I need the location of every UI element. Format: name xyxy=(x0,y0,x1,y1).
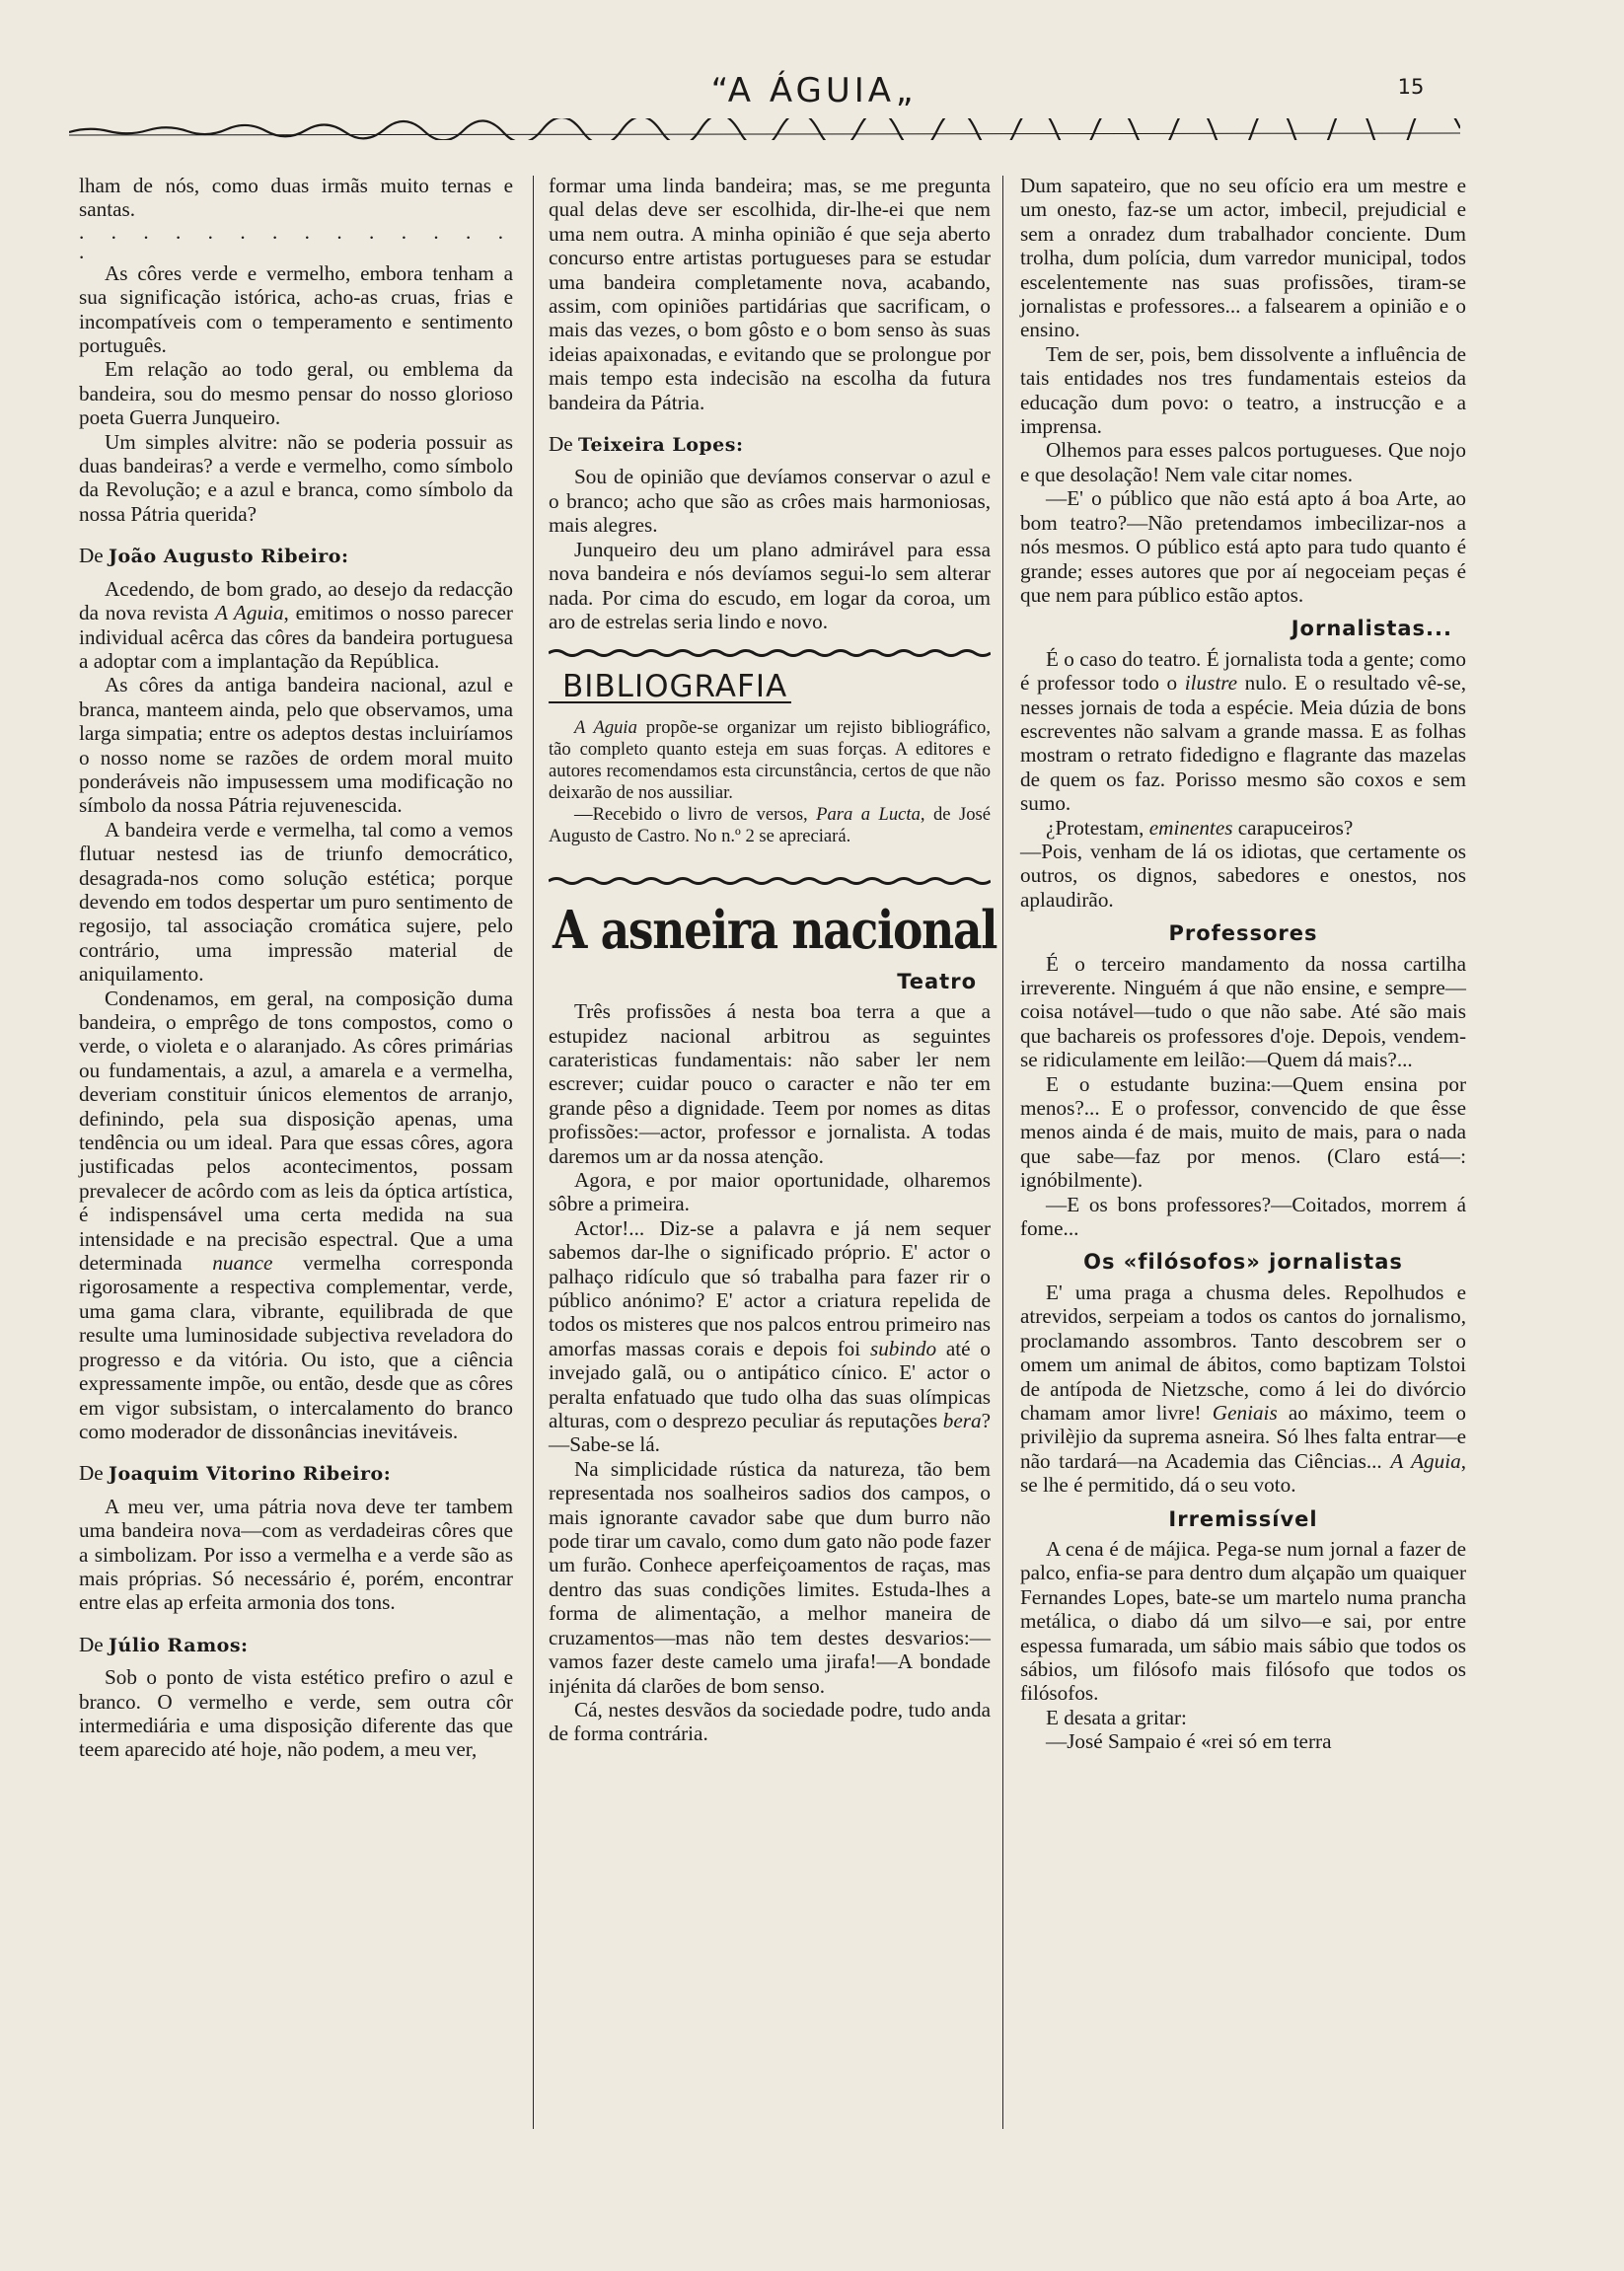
italic-run: bera xyxy=(942,1409,982,1433)
paragraph: Sou de opinião que devíamos conservar o azul e o branco; acho que são as crôes mais harmoniosas, mais alegres. xyxy=(549,465,991,538)
paragraph xyxy=(1020,816,1466,840)
contributor-heading xyxy=(79,1633,513,1657)
paragraph: —Pois, venham de lá os idiotas, que certamente os outros, os dignos, sabedores e onestos, nos aplaudirão. xyxy=(1020,839,1466,912)
contributor-heading xyxy=(79,544,513,568)
text-run: É o caso do teatro. É jornalista toda a gente; como é professor todo o xyxy=(1020,646,1466,696)
italic-run: A Aguia xyxy=(1390,1448,1461,1473)
paragraph: As côres verde e vermelho, embora tenham a sua significação istórica, acho-as cruas, frias e incompatíveis com o temperamento e sentimento português. xyxy=(79,260,513,358)
column-right xyxy=(1020,174,1466,1754)
contributor-heading xyxy=(79,1461,513,1486)
text-run: propõe-se organizar um rejisto bibliográfico, tão completo quanto esteja em suas forças. A editores e autores recomendamos esta circunstância, certos de que não deixarão de nos aussiliar. xyxy=(549,716,991,803)
text-run: até o invejado galã, ou o antipático cínico. E' actor o peralta enfatuado que tudo olha das suas olímpicas alturas, com o desprezo peculiar ás reputações xyxy=(549,1336,991,1433)
italic-run: ilustre xyxy=(1184,671,1238,696)
paragraph: Cá, nestes desvãos da sociedade podre, tudo anda de forma contrária. xyxy=(549,1697,991,1746)
italic-run: nuance xyxy=(212,1251,273,1276)
text-run: Actor!... Diz-se a palavra e já nem sequer sabemos dar-lhe o significado próprio. E' actor o palhaço ridículo que só trabalha para fazer rir o público anónimo? E' actor a criatura repelida de todos os misteres que nos palcos entrou primeiro nas amorfas massas corais e depois foi xyxy=(549,1215,991,1360)
ellipsis-row: . . . . . . . . . . . . . . . xyxy=(79,219,513,263)
paragraph: É o terceiro mandamento da nossa cartilha irreverente. Ninguém á que não ensine, e sempre—coisa notável—tudo o que não sabe. Até são mais que bachareis os professores d'oje. Depois, vendem-se ridiculamente em leilão:—Quem dá mais?... xyxy=(1020,951,1466,1072)
contributor-prefix: De xyxy=(549,432,579,457)
paragraph xyxy=(79,987,513,1444)
contributor-heading xyxy=(549,432,991,457)
text-run: carapuceiros? xyxy=(1232,815,1354,840)
paragraph: A bandeira verde e vermelha, tal como a vemos flutuar nestesd ias de triunfo democrático, desagrada-nos como solução estética; porque devendo em todos despertar um puro sentimento de regosijo, tal associação cromática sujere, pelo contrário, uma impressão material de aniquilamento. xyxy=(79,817,513,987)
paragraph: Junqueiro deu um plano admirável para essa nova bandeira e nós devíamos segui-lo sem alterar nada. Por cima do escudo, em logar da coroa, um aro de estrelas seria lindo e novo. xyxy=(549,537,991,633)
italic-run: A Aguia xyxy=(214,601,284,625)
paragraph: Na simplicidade rústica da natureza, tão bem representada nos soalheiros sadios dos campos, o mais ignorante cavador sabe que dum burro não pode tirar um cavalo, como dum gato não pode fazer um furão. Conhece aperfeiçoamentos de raças, mas dentro das suas condições limites. Estuda-lhes a forma de alimentação, a melhor maneira de cruzamentos—mas não tem destes desvarios:—vamos fazer deste camelo uma jirafa!—A bondade injénita dá clarões de bom senso. xyxy=(549,1456,991,1698)
section-heading: Os «filósofos» jornalistas xyxy=(1083,1250,1403,1275)
contributor-name: Júlio Ramos: xyxy=(109,1634,249,1656)
column-left xyxy=(79,174,513,1762)
paragraph: Dum sapateiro, que no seu ofício era um mestre e um onesto, faz-se um actor, imbecil, prejudicial e sem a onradez dum trabalhador conciente. Dum trolha, dum polícia, dum varredor municipal, todos escelentemente nas suas profissões, tiram-se jornalistas e professores... a falsearem a opinião e o ensino. xyxy=(1020,174,1466,342)
column-divider xyxy=(1002,176,1003,2129)
text-run: Acedendo, de bom grado, ao desejo da redacção da nova revista xyxy=(79,576,513,625)
text-run: —Recebido o livro de versos, xyxy=(574,803,817,825)
paragraph: formar uma linda bandeira; mas, se me pregunta qual delas deve ser escolhida, dir-lhe-ei que nem uma nem outra. A minha opinião é que seja aberto concurso entre artistas portugueses para se estudar uma bandeira completamente nova, acabando, assim, com opiniões partidárias que sacrificam, o mais das vezes, o bom gôsto e o bom senso às suas ideias apaixonadas, e evitando que se prolongue por mais tempo esta indecisão na escolha da futura bandeira da Pátria. xyxy=(549,174,991,414)
text-run: Condenamos, em geral, na composição duma bandeira, o emprêgo de tons compostos, como o verde, o violeta e o alaranjado. As côres primárias ou fundamentais, a azul, a amarela e a vermelha, deveriam constituir únicos elementos de arranjo, definindo, pela sua disposição apenas, uma tendência ou um ideal. Para que essas côres, agora justificadas pelos acontecimentos, possam prevalecer de acôrdo com as leis da óptica artística, é indispensável uma certa medida na sua intensidade e na precisão espectral. Que a uma determinada xyxy=(79,986,513,1276)
paragraph: —E os bons professores?—Coitados, morrem á fome... xyxy=(1020,1192,1466,1241)
section-heading: Teatro xyxy=(897,969,977,993)
paragraph: Agora, e por maior oportunidade, olharemos sôbre a primeira. xyxy=(549,1167,991,1216)
italic-run: A Aguia xyxy=(574,716,637,738)
page-number: 15 xyxy=(1397,75,1425,99)
section-heading: Jornalistas... xyxy=(1291,617,1452,641)
text-run: ao máximo, teem o privilèjio da suprema asneira. Só lhes falta entrar—e não tardará—na Academia das Ciências... xyxy=(1020,1400,1466,1473)
italic-run: Geniais xyxy=(1212,1400,1278,1425)
italic-run: eminentes xyxy=(1148,815,1233,840)
paragraph xyxy=(549,804,991,847)
text-run: , de José Augusto de Castro. No n.º 2 se apreciará. xyxy=(549,803,991,846)
paragraph: Três profissões á nesta boa terra a que a estupidez nacional arbitrou as seguintes carateristicas fundamentais: não saber ler nem escrever; cuidar pouco o caracter e não ter em grande pêso a dignidade. Teem por nomes as ditas profissões:—actor, professor e jornalista. A todas daremos um ar da nossa atenção. xyxy=(549,999,991,1168)
italic-run: subindo xyxy=(869,1336,937,1360)
text-run: nulo. E o resultado vê-se, nesses jornais de toda a espécie. Meia dúzia de bons escreventes não salvam a grande massa. E as folhas mostram o retrato fidedigno e flagrante das mazelas de quem os faz. Porisso mesmo são coxos e sem sumo. xyxy=(1020,671,1466,816)
text-run: vermelha corresponda rigorosamente a respectiva complementar, verde, uma gama clara, vibrante, equilibrada de que resulte uma luminosidade subjectiva reveladora do progresso e da vitória. Ou isto, que a ciência expressamente impõe, ou então, desde que as côres em vigor subsistam, o intercalamento do branco como moderador de dissonâncias inevitáveis. xyxy=(79,1251,513,1443)
bibliography-heading: BIBLIOGRAFIA xyxy=(549,675,791,702)
paragraph: Em relação ao todo geral, ou emblema da bandeira, sou do mesmo pensar do nosso glorioso poeta Guerra Junqueiro. xyxy=(79,357,513,430)
paragraph: —José Sampaio é «rei só em terra xyxy=(1046,1729,1332,1754)
paragraph: Sob o ponto de vista estético prefiro o azul e branco. O vermelho e verde, sem outra côr intermediária e uma disposição diferente das que teem aparecido até hoje, não podem, a meu ver, xyxy=(79,1665,513,1762)
paragraph: Tem de ser, pois, bem dissolvente a influência de tais entidades nos tres fundamentais esteios da educação dum povo: o teatro, a instrucção e a imprensa. xyxy=(1020,341,1466,439)
header-wavy-rule xyxy=(69,118,1460,140)
paragraph: E o estudante buzina:—Quem ensina por menos?... E o professor, convencido de que êsse menos ainda é de mais, muito de mais, para o nada que sabe—faz por menos. (Claro está—: ignóbilmente). xyxy=(1020,1071,1466,1193)
paragraph: —E' o público que não está apto á boa Arte, ao bom teatro?—Não pretendamos imbecilizar-nos a nós mesmos. O público está apto para tudo quanto é grande; esses autores que por aí negoceiam peças é que nem para público estão aptos. xyxy=(1020,486,1466,607)
text-run: ?—Sabe-se lá. xyxy=(549,1409,991,1457)
paragraph xyxy=(1020,1281,1466,1498)
column-divider xyxy=(533,176,534,2129)
contributor-name: João Augusto Ribeiro: xyxy=(109,546,349,568)
column-middle xyxy=(549,174,997,1746)
paragraph xyxy=(1020,647,1466,816)
paragraph: lham de nós, como duas irmãs muito ternas e santas. xyxy=(79,174,513,222)
paragraph: E desata a gritar: xyxy=(1046,1705,1187,1729)
contributor-prefix: De xyxy=(79,1632,110,1656)
section-wavy-rule xyxy=(549,873,991,887)
article-title: A asneira nacional xyxy=(553,899,997,961)
paragraph xyxy=(549,717,991,804)
contributor-name: Joaquim Vitorino Ribeiro: xyxy=(109,1463,392,1486)
italic-run: Para a Lucta xyxy=(816,803,921,825)
contributor-prefix: De xyxy=(79,1461,110,1486)
paragraph xyxy=(79,577,513,674)
text-run: , emitimos o nosso parecer individual acêrca das côres da bandeira portuguesa a adoptar com a implantação da República. xyxy=(79,601,513,673)
paragraph: A meu ver, uma pátria nova deve ter tambem uma bandeira nova—com as verdadeiras côres que a simbolizam. Por isso a vermelha e a verde são as mais próprias. Só necessário é, porém, encontrar entre elas ap erfeita armonia dos tons. xyxy=(79,1494,513,1615)
text-run: ¿Protestam, xyxy=(1046,815,1149,840)
text-run: , se lhe é permitido, dá o seu voto. xyxy=(1020,1448,1466,1498)
paragraph: A cena é de májica. Pega-se num jornal a fazer de palco, enfia-se para dentro dum alçapão um quaiquer Fernandes Lopes, bate-se um martelo numa prancha metálica, o diabo dá um silvo—e sai, por entre espessa fumarada, um sábio mais sábio que todos os sábios, um filósofo mais filósofo que todos os filósofos. xyxy=(1020,1536,1466,1706)
paragraph: Olhemos para esses palcos portugueses. Que nojo e que desolação! Nem vale citar nomes. xyxy=(1020,438,1466,486)
paragraph xyxy=(549,1216,991,1457)
paragraph: As côres da antiga bandeira nacional, azul e branca, manteem ainda, pelo que observamos, uma larga simpatia; entre os adeptos destas incluiríamos o nosso nome se razões de ordem moral muito ponderáveis não impusessem uma modificação no símbolo da nossa Pátria rejuvenescida. xyxy=(79,673,513,818)
section-wavy-rule xyxy=(549,645,991,659)
contributor-name: Teixeira Lopes: xyxy=(578,434,744,457)
paragraph: Um simples alvitre: não se poderia possuir as duas bandeiras? a verde e vermelho, como símbolo da Revolução; e a azul e branca, como símbolo da nossa Pátria querida? xyxy=(79,429,513,526)
masthead-title: “A ÁGUIA„ xyxy=(710,71,918,110)
section-heading: Irremissível xyxy=(1168,1506,1318,1531)
contributor-prefix: De xyxy=(79,544,110,568)
bibliography-section xyxy=(549,717,991,847)
text-run: E' uma praga a chusma deles. Repolhudos e atrevidos, serpeiam a todos os cantos do jornalismo, proclamando assombros. Tanto descobrem ser o omem um animal de ábitos, como baptizam Tolstoi de antípoda de Nietzsche, como á lei do divórcio chamam amor livre! xyxy=(1020,1280,1466,1425)
section-heading: Professores xyxy=(1168,921,1318,946)
